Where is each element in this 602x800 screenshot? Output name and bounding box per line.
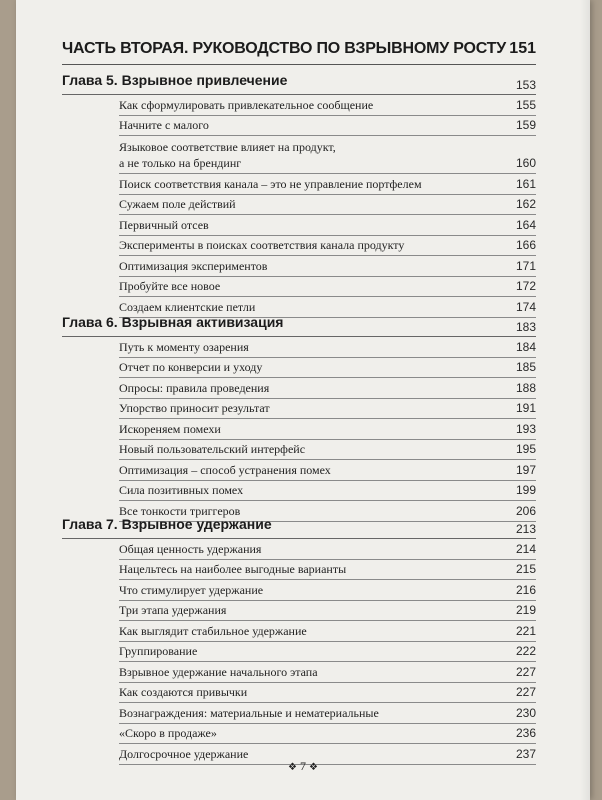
toc-entry-page: 237 [515, 746, 536, 761]
chapter-page-number: 153 [515, 78, 536, 92]
chapter-title: Глава 7. Взрывное удержание [62, 516, 272, 532]
toc-entry-page: 216 [515, 582, 536, 597]
toc-entry-page: 219 [515, 603, 536, 617]
toc-entry [119, 539, 536, 560]
toc-entry-page: 166 [515, 238, 536, 252]
toc-entry-title: Как создаются привычки [119, 685, 248, 699]
toc-entry-title: Начните с малого [119, 118, 209, 132]
toc-entry-page: 164 [515, 217, 536, 232]
toc-entry-page: 236 [515, 726, 536, 740]
toc-entry-page: 161 [515, 176, 536, 191]
toc-entry-page: 193 [515, 421, 536, 436]
toc-entry [119, 683, 536, 704]
chapter-heading [62, 72, 536, 95]
toc-entry-title: Оптимизация экспериментов [119, 258, 268, 273]
toc-entry [119, 601, 536, 622]
toc-entry-page: 162 [515, 197, 536, 211]
toc-entry-title: Как сформулировать привлекательное сообщение [119, 97, 374, 112]
toc-entry-title: «Скоро в продаже» [119, 726, 217, 740]
chapter-heading [62, 516, 536, 539]
toc-entry-title: Нацельтесь на наиболее выгодные варианты [119, 562, 347, 576]
toc-entry [119, 662, 536, 683]
toc-entry-page: 227 [515, 664, 536, 679]
toc-entry [119, 358, 536, 379]
book-page [16, 0, 590, 800]
toc-entry-page: 214 [515, 541, 536, 556]
page-footer [16, 759, 590, 774]
toc-entry-title: Искореняем помехи [119, 421, 221, 436]
toc-entry-title-line2: а не только на брендинг [119, 156, 242, 170]
toc-entry [119, 277, 536, 298]
toc-entry-page: 221 [515, 623, 536, 638]
toc-entry [119, 195, 536, 216]
chapter-page-number: 213 [515, 522, 536, 536]
toc-entry-title: Общая ценность удержания [119, 541, 262, 556]
toc-entry [119, 136, 536, 174]
toc-entry-title: Оптимизация – способ устранения помех [119, 462, 331, 477]
toc-entry-page: 155 [515, 97, 536, 112]
toc-entry-page: 222 [515, 644, 536, 658]
chapter-heading [62, 314, 536, 337]
toc-entry [119, 560, 536, 581]
toc-entry-page: 195 [515, 442, 536, 456]
toc-entry-page: 227 [515, 685, 536, 699]
toc-entry-page: 185 [515, 360, 536, 374]
chapter-6 [62, 314, 536, 522]
toc-entry-page: 172 [515, 279, 536, 293]
toc-entry-title: Поиск соответствия канала – это не управление портфелем [119, 176, 422, 191]
ornament-left-icon: ❖ [288, 762, 297, 773]
ornament-right-icon: ❖ [309, 762, 318, 773]
toc-entry-title [119, 139, 336, 171]
toc-entry-title: Долгосрочное удержание [119, 746, 249, 761]
toc-entry-page: 184 [515, 339, 536, 354]
toc-entry [119, 174, 536, 195]
toc-entry [119, 642, 536, 663]
chapter-title: Глава 6. Взрывная активизация [62, 314, 284, 330]
toc-entry-title-line1: Языковое соответствие влияет на продукт, [119, 140, 336, 154]
toc-entry-title: Эксперименты в поисках соответствия канала продукту [119, 238, 405, 252]
toc-entry-title: Взрывное удержание начального этапа [119, 664, 318, 679]
chapter-5 [62, 72, 536, 318]
toc-entry-title: Как выглядит стабильное удержание [119, 623, 307, 638]
toc-entry [119, 256, 536, 277]
toc-entry-title: Первичный отсев [119, 217, 209, 232]
toc-entry-title: Группирование [119, 644, 198, 658]
part-header [62, 38, 536, 65]
toc-entry-page: 171 [515, 258, 536, 273]
toc-entry-title: Опросы: правила проведения [119, 380, 270, 395]
toc-entry-page: 230 [515, 705, 536, 720]
toc-entry-title: Новый пользовательский интерфейс [119, 442, 306, 456]
part-title: ЧАСТЬ ВТОРАЯ. РУКОВОДСТВО ПО ВЗРЫВНОМУ РОСТУ [62, 40, 507, 57]
toc-entry-page: 199 [515, 483, 536, 497]
toc-entry-title: Сужаем поле действий [119, 197, 236, 211]
toc-entry-page: 159 [515, 118, 536, 132]
toc-entry [119, 481, 536, 502]
toc-entry-page: 206 [515, 503, 536, 518]
toc-entry [119, 724, 536, 745]
chapter-7 [62, 516, 536, 765]
toc-entry [119, 621, 536, 642]
toc-entry [119, 236, 536, 257]
toc-entry-title: Три этапа удержания [119, 603, 227, 617]
toc-entry [119, 399, 536, 420]
toc-entry [119, 378, 536, 399]
page-number: 7 [300, 759, 306, 773]
toc-entry-title: Создаем клиентские петли [119, 299, 256, 314]
toc-entry-title: Все тонкости триггеров [119, 503, 241, 518]
toc-entry-title: Отчет по конверсии и уходу [119, 360, 263, 374]
toc-entry-title: Вознаграждения: материальные и нематериальные [119, 705, 379, 720]
toc-entry-title: Сила позитивных помех [119, 483, 244, 497]
toc-entry-title: Что стимулирует удержание [119, 582, 264, 597]
toc-entry [119, 703, 536, 724]
toc-entry [119, 215, 536, 236]
toc-entry-page: 215 [515, 562, 536, 576]
toc-entry-title: Пробуйте все новое [119, 279, 221, 293]
toc-entry [119, 95, 536, 116]
toc-entry [119, 419, 536, 440]
chapter-title: Глава 5. Взрывное привлечение [62, 72, 288, 88]
toc-entry [119, 337, 536, 358]
toc-entry [119, 460, 536, 481]
toc-entry-page: 174 [515, 299, 536, 314]
part-page-number: 151 [509, 40, 536, 57]
chapter-page-number: 183 [515, 320, 536, 334]
toc-entry [119, 116, 536, 137]
toc-entry [119, 580, 536, 601]
toc-entry-title: Упорство приносит результат [119, 401, 270, 415]
toc-entry-title: Путь к моменту озарения [119, 339, 249, 354]
toc-entry-page: 188 [515, 380, 536, 395]
toc-entry-page: 160 [515, 156, 536, 170]
toc-entry-page: 197 [515, 462, 536, 477]
toc-entry-page: 191 [515, 401, 536, 415]
toc-entry [119, 440, 536, 461]
